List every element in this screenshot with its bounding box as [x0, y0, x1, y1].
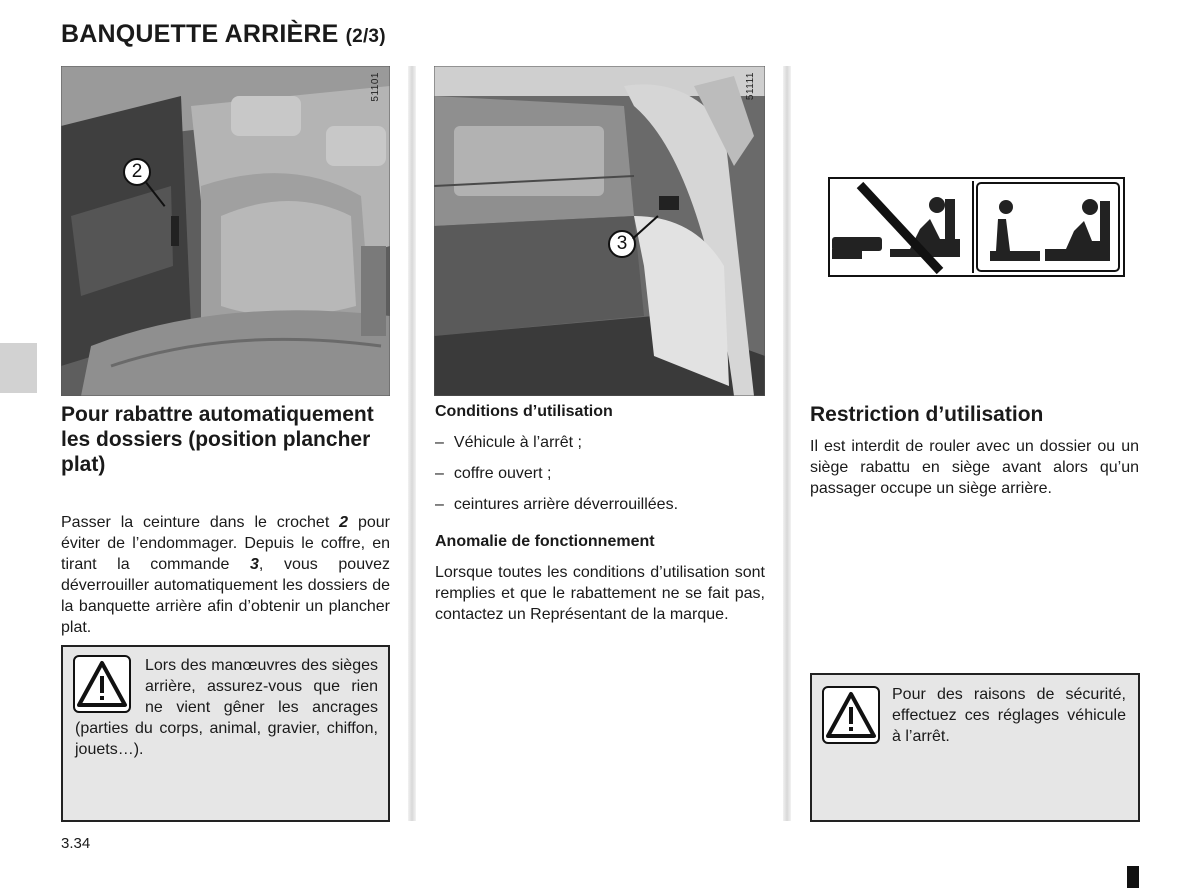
malfunction-text: Lorsque toutes les conditions d’utilisation sont remplies et que le rabattement ne se fait pas, contactez un Représentant de la marque.	[435, 564, 765, 623]
conditions-heading: Conditions d’utilisation	[435, 403, 613, 420]
warning-triangle-icon	[822, 686, 880, 744]
malfunction-heading: Anomalie de fonctionnement	[435, 533, 655, 550]
instruction-text: pour éviter de l’endommager. Depuis le coffre, en tirant la commande	[61, 514, 390, 573]
safety-warning-box	[810, 673, 1140, 822]
safety-warning-text: Pour des raisons de sécurité, effectuez ces réglages véhicule à l’arrêt.	[892, 686, 1126, 745]
forbidden-folded-seat-icon	[830, 179, 1123, 275]
instruction-text: , vous pouvez déverrouiller automatiquement les dossiers de la banquette arrière afin d’obtenir un plancher plat.	[61, 556, 390, 636]
restriction-text: Il est interdit de rouler avec un dossier ou un siège rabattu en siège avant alors qu’un passager occupe un siège arrière.	[810, 438, 1139, 497]
rear-seat-photo	[61, 66, 390, 396]
seat-restriction-pictogram	[828, 177, 1125, 277]
restriction-heading: Restriction d’utilisation	[810, 403, 1044, 426]
title-main: BANQUETTE ARRIÈRE	[61, 20, 339, 48]
conditions-list	[435, 433, 765, 515]
callout-3: 3	[608, 230, 636, 258]
figure-reference: 51111	[745, 72, 756, 101]
warning-box	[61, 645, 390, 822]
reference-3: 3	[250, 556, 259, 573]
list-item: – ceintures arrière déverrouillées.	[435, 496, 679, 513]
page-edge-mark	[1127, 866, 1139, 888]
column-divider	[783, 66, 791, 821]
chapter-tab	[0, 343, 37, 393]
instruction-text: Passer la ceinture dans le crochet	[61, 514, 340, 531]
page-number: 3.34	[61, 835, 91, 852]
reference-2: 2	[339, 514, 349, 531]
folding-instructions	[61, 512, 390, 638]
warning-text: Lors des manœuvres des sièges arrière, assurez-vous que rien ne vient gêner les ancrages (parties du corps, animal, gravier, chiffon, jouets…).	[75, 657, 378, 758]
column-divider	[408, 66, 416, 821]
trunk-photo	[434, 66, 765, 396]
title-part: (2/3)	[345, 26, 386, 47]
figure-reference: 51101	[370, 72, 381, 102]
list-item: – coffre ouvert ;	[435, 465, 552, 482]
list-item: – Véhicule à l’arrêt ;	[435, 434, 582, 451]
page-title	[61, 20, 386, 49]
section-heading: Pour rabattre automatiquement les dossiers (position plancher plat)	[61, 403, 374, 476]
callout-2: 2	[123, 158, 151, 186]
